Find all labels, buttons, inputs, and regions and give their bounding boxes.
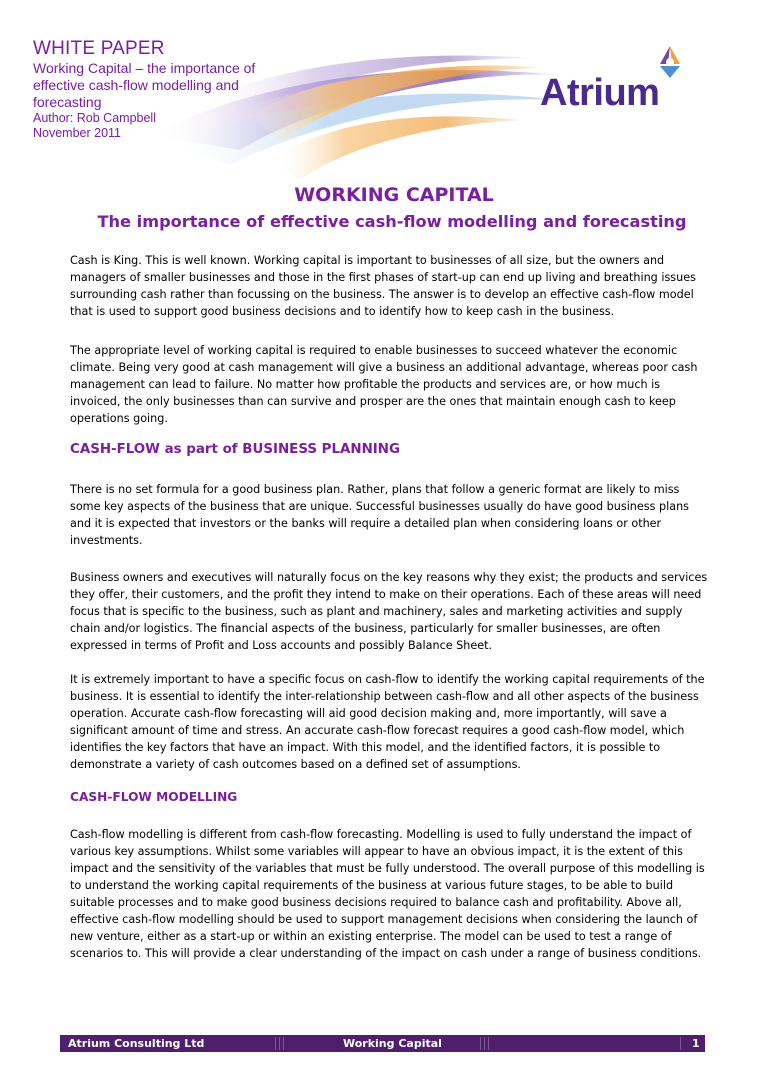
white-paper-label: WHITE PAPER — [33, 38, 165, 59]
document-subtitle: The importance of effective cash-flow modelling and forecasting — [97, 212, 687, 231]
author-line: Author: Rob Campbell — [33, 111, 156, 125]
paragraph-business-plan: There is no set formula for a good business plan. Rather, plans that follow a generic format are likely to miss some key aspects of the business that are unique. Successful businesses usually do have good business plans and it is expected that investors or the banks will require a detailed plan when considering loans or other investments. — [70, 483, 689, 547]
paragraph-intro: Cash is King. This is well known. Working capital is important to businesses of all size, but the owners and managers of smaller businesses and those in the first phases of start-up can end up living and breathing issues surrounding cash rather than focussing on the business. The answer is to develop an effective cash-flow model that is used to support good business decisions and to identify how to keep cash in the business. — [70, 254, 696, 318]
footer-page-number: 1 — [692, 1037, 700, 1050]
header-block — [33, 38, 263, 141]
paragraph-cash-flow-focus: It is extremely important to have a specific focus on cash-flow to identify the working capital requirements of the business. It is essential to identify the inter-relationship between cash-flow and all other aspects of the business operation. Accurate cash-flow forecasting will aid good decision making and, more importantly, will save a significant amount of time and stress. An accurate cash-flow forecast requires a good cash-flow model, which identifies the key factors that have an impact. With this model, and the identified factors, it is possible to demonstrate a variety of cash outcomes based on a defined set of assumptions. — [70, 673, 705, 771]
paragraph-modelling: Cash-flow modelling is different from cash-flow forecasting. Modelling is used to fully understand the impact of various key assumptions. Whilst some variables will appear to have an obvious impact, it is the extent of this impact and the sensitivity of the variables that must be fully understood. The overall purpose of this modelling is to understand the working capital requirements of the business at various future stages, to be able to build suitable processes and to make good business decisions required to balance cash and profitability. Above all, effective cash-flow modelling should be used to support management decisions when considering the launch of new venture, either as a start-up or within an existing enterprise. The model can be used to test a range of scenarios to. This will provide a clear understanding of the impact on cash under a range of business conditions. — [70, 828, 705, 960]
footer-company: Atrium Consulting Ltd — [68, 1037, 205, 1050]
page-footer — [60, 1035, 705, 1052]
date-line: November 2011 — [33, 126, 122, 140]
atrium-logo-text: Atrium — [540, 72, 660, 114]
white-paper-subtitle: Working Capital – the importance of effective cash-flow modelling and forecasting — [33, 60, 256, 110]
paragraph-business-owners: Business owners and executives will naturally focus on the key reasons why they exist; the products and services they offer, their customers, and the profit they intend to make on their operations. Each of these areas will need focus that is specific to the business, such as plant and machinery, sales and marketing activities and supply chain and/or logistics. The financial aspects of the business, particularly for smaller businesses, are often expressed in terms of Profit and Loss accounts and possibly Balance Sheet. — [70, 571, 708, 652]
section-heading-business-planning: CASH-FLOW as part of BUSINESS PLANNING — [70, 442, 400, 457]
document-title: WORKING CAPITAL — [294, 184, 494, 206]
footer-document-title: Working Capital — [343, 1037, 442, 1050]
paragraph-working-capital: The appropriate level of working capital is required to enable businesses to succeed whatever the economic climate. Being very good at cash management will give a business an additional advantage, whereas poor cash management can lead to failure. No matter how profitable the products and services are, or how much is invoiced, the only businesses than can survive and prosper are the ones that maintain enough cash to keep operations going. — [70, 344, 698, 425]
section-heading-modelling: CASH-FLOW MODELLING — [70, 790, 238, 804]
